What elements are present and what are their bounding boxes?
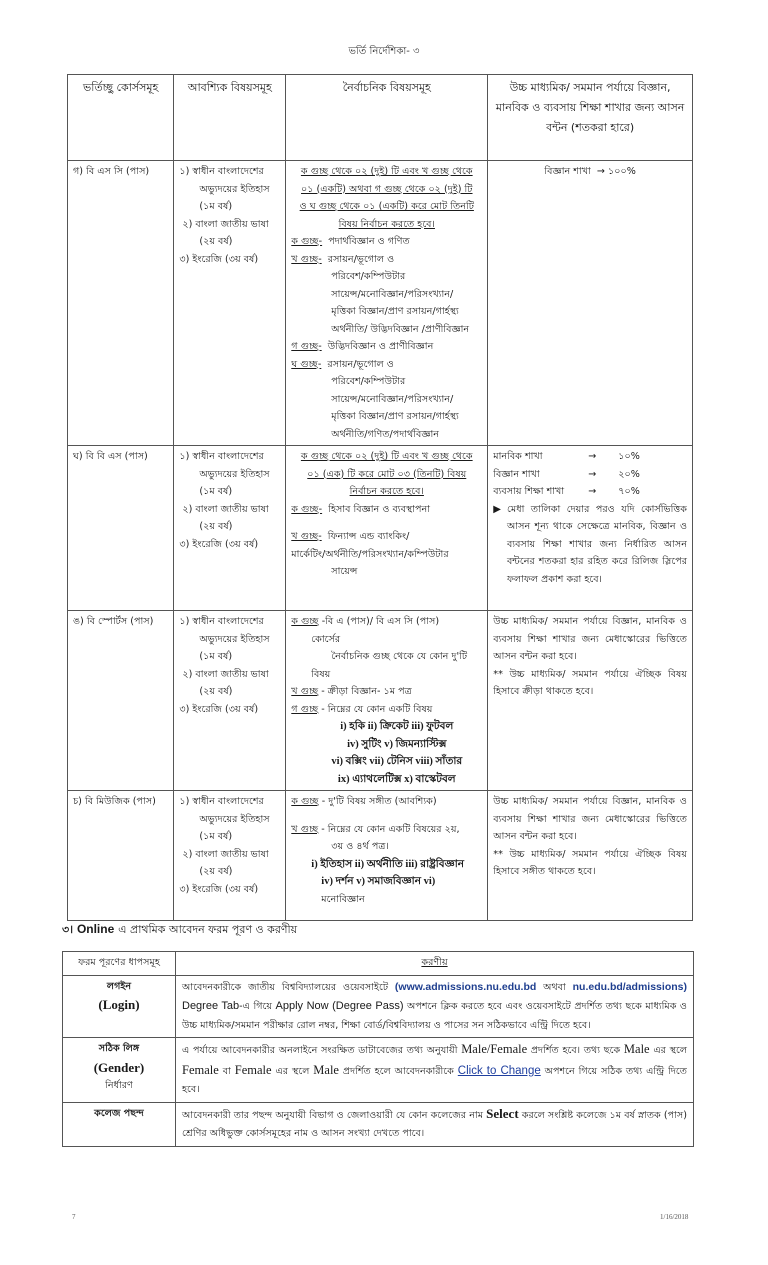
course-table-header-row	[68, 75, 693, 161]
course-name: ঙ) বি স্পোর্টস (পাস)	[68, 611, 174, 791]
header-actions: করণীয়	[176, 952, 694, 976]
table-row-bsc	[68, 161, 693, 446]
header-allocation: উচ্চ মাধ্যমিক/ সমমান পর্যায়ে বিজ্ঞান, মানবিক ও ব্যবসায় শিক্ষা শাখার জন্য আসন বন্টন (শতকরা হারে)	[488, 75, 693, 161]
allocation-note: ▶ মেধা তালিকা দেয়ার পরও যদি কোর্সভিত্তিক আসন শূন্য থাকে সেক্ষেত্রে মানবিক, বিজ্ঞান ও ব্যবসায় শিক্ষা শাখার জন্য নির্ধারিত আসন বন্টনের শতকরা হার রহিত করে রিলিজ স্লিপের ফলাফল প্রকাশ করা হবে।	[493, 501, 687, 589]
seat-allocation: বিজ্ঞান শাখা → ১০০%	[488, 161, 693, 446]
arrow-icon: →	[588, 486, 597, 497]
step-college: কলেজ পছন্দ	[63, 1102, 176, 1146]
group-ka-label: ক গুচ্ছ-	[291, 236, 323, 247]
header-steps: ফরম পূরণের ধাপসমূহ	[63, 952, 176, 976]
group-ga-label: গ গুচ্ছ	[291, 703, 319, 715]
table-row-bsports	[68, 611, 693, 791]
table-row-login	[63, 975, 694, 1038]
course-name: ঘ) বি বি এস (পাস)	[68, 446, 174, 611]
compulsory-subjects: ১) স্বাধীন বাংলাদেশের অভ্যুদয়ের ইতিহাস (১ম বর্ষ) ২) বাংলা জাতীয় ভাষা (২য় বর্ষ) ৩) ইংরেজি (৩য় বর্ষ)	[174, 161, 286, 446]
table-row-gender	[63, 1038, 694, 1103]
step-login: লগইন (Login)	[63, 975, 176, 1038]
elective-subjects: ক গুচ্ছ থেকে ০২ (দুই) টি এবং খ গুচ্ছ থেকে ০১ (একটি) অথবা গ গুচ্ছ থেকে ০২ (দুই) টি ও ঘ গুচ্ছ থেকে ০১ (একটি) করে মোট তিনটি বিষয় নির্বাচন করতে হবে। ক গুচ্ছ- পদার্থবিজ্ঞান ও গণিত খ গুচ্ছ- রসায়ন/ভূগোল ও পরিবেশ/কম্পিউটার সায়েন্স/মনোবিজ্ঞান/পরিসংখ্যান/ মৃত্তিকা বিজ্ঞান/প্রাণ রসায়ন/গার্হস্থ্য অর্থনীতি/ উদ্ভিদবিজ্ঞান /প্রাণীবিজ্ঞান গ গুচ্ছ- উদ্ভিদবিজ্ঞান ও প্রাণীবিজ্ঞান ঘ গুচ্ছ- রসায়ন/ভূগোল ও পরিবেশ/কম্পিউটার সায়েন্স/মনোবিজ্ঞান/পরিসংখ্যান/ মৃত্তিকা বিজ্ঞান/প্রাণ রসায়ন/গার্হস্থ্য অর্থনীতি/গণিত/পদার্থবিজ্ঞান	[286, 161, 488, 446]
allocation-humanities: মানবিক শাখা → ১০%	[493, 448, 687, 466]
group-kha-label: খ গুচ্ছ	[291, 823, 319, 835]
page-header: ভর্তি নির্দেশিকা- ৩	[348, 46, 420, 57]
course-table	[67, 74, 693, 921]
arrow-icon: →	[588, 451, 597, 462]
group-kha-label: খ গুচ্ছ	[291, 686, 319, 697]
table-row-bbs	[68, 446, 693, 611]
compulsory-subjects: ১) স্বাধীন বাংলাদেশের অভ্যুদয়ের ইতিহাস (১ম বর্ষ) ২) বাংলা জাতীয় ভাষা (২য় বর্ষ) ৩) ইংরেজি (৩য় বর্ষ)	[174, 791, 286, 921]
header-courses: ভর্তিচ্ছু কোর্সসমূহ	[68, 75, 174, 161]
elective-subjects: ক গুচ্ছ থেকে ০২ (দুই) টি এবং খ গুচ্ছ থেকে ০১ (এক) টি করে মোট ০৩ (তিনটি) বিষয় নির্বাচন করতে হবে। ক গুচ্ছ- হিসাব বিজ্ঞান ও ব্যবস্থাপনা খ গুচ্ছ- ফিন্যান্স এন্ড ব্যাংকিং/ মার্কেটিং/অর্থনীতি/পরিসংখ্যান/কম্পিউটার সায়েন্স	[286, 446, 488, 611]
login-instructions: আবেদনকারীকে জাতীয় বিশ্ববিদ্যালয়ের ওয়েবসাইটে (www.admissions.nu.edu.bd অথবা nu.edu.bd/admissions) Degree Tab-এ গিয়ে Apply Now (Degree Pass) অপশনে ক্লিক করতে হবে এবং ওয়েবসাইটে প্রদর্শিত তথ্য ছকে মাধ্যমিক ও উচ্চ মাধ্যমিক/সমমান পরীক্ষার রোল নম্বর, শিক্ষা বোর্ড/বিশ্ববিদ্যালয় ও পাসের সন সঠিকভাবে এন্ট্রি দিতে হবে।	[176, 975, 694, 1038]
section-3-title: ৩। Online এ প্রাথমিক আবেদন ফরম পূরণ ও করণীয়	[62, 922, 298, 936]
allocation-science: বিজ্ঞান শাখা → ২০%	[493, 466, 687, 484]
elective-subjects: ক গুচ্ছ -বি এ (পাস)/ বি এস সি (পাস) কোর্সের নৈর্বাচনিক গুচ্ছ থেকে যে কোন দু'টি বিষয় খ গুচ্ছ - ক্রীড়া বিজ্ঞান- ১ম পত্র গ গুচ্ছ - নিম্নের যে কোন একটি বিষয় i) হকি ii) ক্রিকেট iii) ফুটবল iv) সুটিং v) জিমন্যাস্টিক্স vi) বক্সিং vii) টেনিস viii) সাঁতার ix) এ্যাথলেটিক্স x) বাস্কেটবল	[286, 611, 488, 791]
online-form-table	[62, 951, 694, 1147]
page-number: 7	[72, 1213, 76, 1221]
group-ga-label: গ গুচ্ছ-	[291, 341, 322, 352]
course-name: গ) বি এস সি (পাস)	[68, 161, 174, 446]
group-ka-label: ক গুচ্ছ	[291, 616, 319, 627]
college-instructions: আবেদনকারী তার পছন্দ অনুযায়ী বিভাগ ও জেলাওয়ারী যে কোন কলেজের নাম Select করলে সংশ্লিষ্ট কলেজে ১ম বর্ষ স্নাতক (পাস) শ্রেণির অধিভুক্ত কোর্সসমূহের নাম ও আসন সংখ্যা দেখতে পাবে।	[176, 1102, 694, 1146]
header-elective: নৈর্বাচনিক বিষয়সমূহ	[286, 75, 488, 161]
seat-allocation	[488, 446, 693, 611]
compulsory-subjects: ১) স্বাধীন বাংলাদেশের অভ্যুদয়ের ইতিহাস (১ম বর্ষ) ২) বাংলা জাতীয় ভাষা (২য় বর্ষ) ৩) ইংরেজি (৩য় বর্ষ)	[174, 611, 286, 791]
gender-instructions: এ পর্যায়ে আবেদনকারীর অনলাইনে সংরক্ষিত ডাটাবেজের তথ্য অনুযায়ী Male/Female প্রদর্শিত হবে। তথ্য ছকে Male এর স্থলে Female বা Female এর স্থলে Male প্রদর্শিত হলে আবেদনকারীকে Click to Change অপশনে গিয়ে সঠিক তথ্য এন্ট্রি দিতে হবে।	[176, 1038, 694, 1103]
course-name: চ) বি মিউজিক (পাস)	[68, 791, 174, 921]
table-row-college	[63, 1102, 694, 1146]
header-compulsory: আবশ্যিক বিষয়সমূহ	[174, 75, 286, 161]
group-gha-label: ঘ গুচ্ছ-	[291, 358, 322, 370]
group-kha-label: খ গুচ্ছ-	[291, 531, 322, 542]
seat-allocation: উচ্চ মাধ্যমিক/ সমমান পর্যায়ে বিজ্ঞান, মানবিক ও ব্যবসায় শিক্ষা শাখার জন্য মেধাস্কোরের ভিত্তিতে আসন বন্টন করা হবে। ** উচ্চ মাধ্যমিক/ সমমান পর্যায়ে ঐচ্ছিক বিষয় হিসাবে সঙ্গীত থাকতে হবে।	[488, 791, 693, 921]
allocation-business: ব্যবসায় শিক্ষা শাখা → ৭০%	[493, 483, 687, 501]
footer-date: 1/16/2018	[660, 1213, 689, 1221]
group-kha-label: খ গুচ্ছ-	[291, 253, 322, 265]
elective-subjects: ক গুচ্ছ - দু'টি বিষয় সঙ্গীত (আবশ্যিক) খ গুচ্ছ - নিম্নের যে কোন একটি বিষয়ের ২য়, ৩য় ও ৪র্থ পত্র। i) ইতিহাস ii) অর্থনীতি iii) রাষ্ট্রবিজ্ঞান iv) দর্শন v) সমাজবিজ্ঞান vi) মনোবিজ্ঞান	[286, 791, 488, 921]
seat-allocation: উচ্চ মাধ্যমিক/ সমমান পর্যায়ে বিজ্ঞান, মানবিক ও ব্যবসায় শিক্ষা শাখার জন্য মেধাস্কোরের ভিত্তিতে আসন বন্টন করা হবে। ** উচ্চ মাধ্যমিক/ সমমান পর্যায়ে ঐচ্ছিক বিষয় হিসাবে ক্রীড়া থাকতে হবে।	[488, 611, 693, 791]
group-ka-label: ক গুচ্ছ	[291, 796, 319, 807]
group-ka-label: ক গুচ্ছ-	[291, 503, 323, 515]
compulsory-subjects: ১) স্বাধীন বাংলাদেশের অভ্যুদয়ের ইতিহাস (১ম বর্ষ) ২) বাংলা জাতীয় ভাষা (২য় বর্ষ) ৩) ইংরেজি (৩য় বর্ষ)	[174, 446, 286, 611]
step-gender: সঠিক লিঙ্গ (Gender) নির্ধারণ	[63, 1038, 176, 1103]
click-to-change-link[interactable]: Click to Change	[457, 1064, 541, 1077]
arrow-icon: →	[596, 166, 605, 177]
online-form-header-row	[63, 952, 694, 976]
nu-admissions-link[interactable]: nu.edu.bd/admissions)	[572, 980, 687, 993]
arrow-icon: →	[588, 468, 597, 480]
triangle-bullet-icon: ▶	[493, 503, 501, 515]
admissions-link[interactable]: (www.admissions.nu.edu.bd	[394, 980, 537, 993]
table-row-bmusic	[68, 791, 693, 921]
